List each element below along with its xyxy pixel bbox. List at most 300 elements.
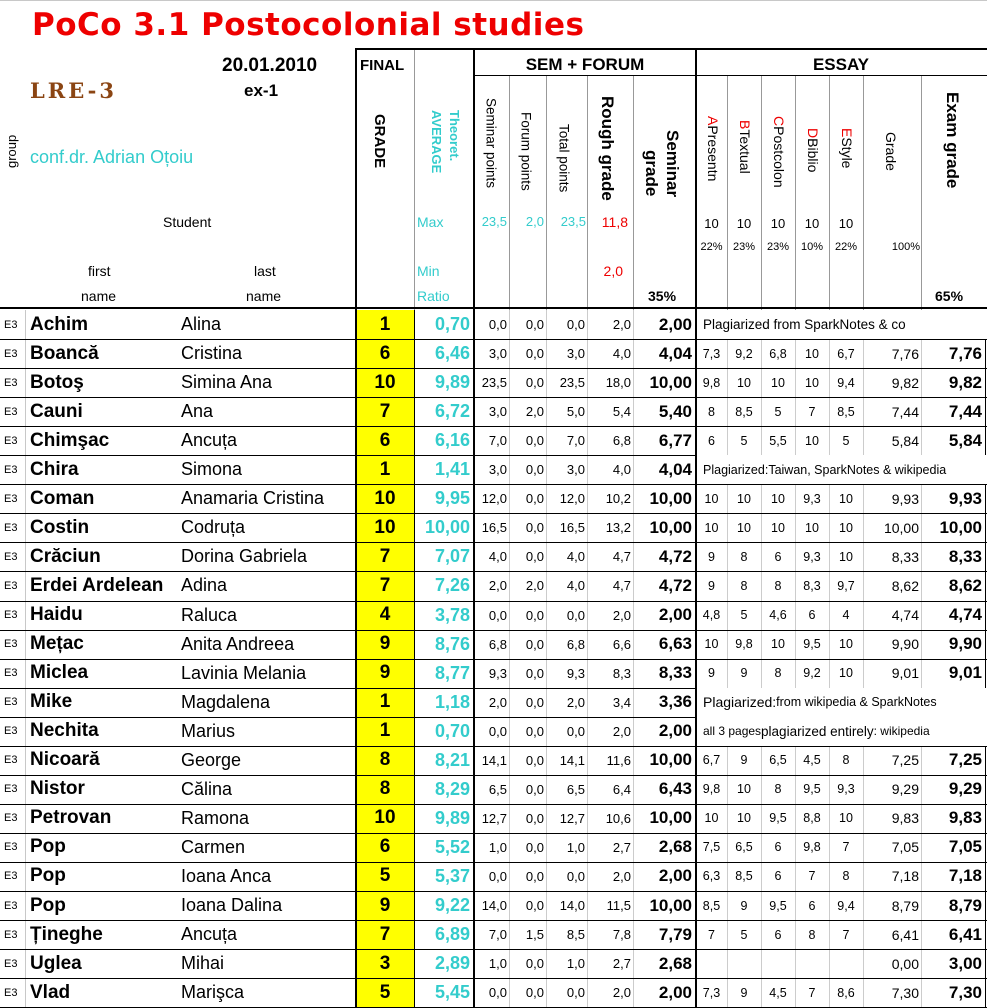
final-grade-cell[interactable]: 8 [379, 749, 391, 771]
theoretical-average-cell[interactable]: 9,22 [434, 895, 470, 915]
final-grade-cell[interactable]: 10 [374, 516, 396, 538]
essay-score-cell[interactable]: 10 [839, 666, 853, 681]
first-name-cell[interactable]: Botoş [30, 371, 84, 393]
essay-score-cell[interactable]: 10 [737, 491, 751, 506]
essay-grade-cell[interactable]: 7,25 [891, 752, 919, 769]
theoretical-average-cell[interactable]: 6,16 [434, 430, 470, 451]
theoretical-average-cell[interactable]: 0,70 [434, 314, 470, 334]
theoretical-average-cell[interactable]: 8,77 [434, 662, 470, 683]
essay-score-cell[interactable]: 10 [737, 520, 751, 535]
essay-grade-cell[interactable]: 8,79 [891, 897, 919, 914]
forum-points-cell[interactable]: 0,0 [525, 810, 544, 826]
theoretical-average-cell[interactable]: 9,89 [434, 372, 470, 393]
rough-grade-cell[interactable]: 3,4 [612, 694, 631, 710]
group-cell[interactable]: E3 [4, 550, 18, 563]
seminar-points-cell[interactable]: 14,1 [481, 752, 507, 768]
forum-points-cell[interactable]: 0,0 [525, 433, 544, 449]
essay-score-cell[interactable] [728, 949, 760, 978]
essay-score-cell[interactable]: 8 [774, 578, 782, 593]
exam-grade-cell[interactable]: 7,76 [948, 343, 982, 363]
first-name-cell[interactable]: Coman [30, 487, 95, 509]
first-name-cell[interactable]: Nicoară [30, 749, 100, 771]
essay-score-cell[interactable]: 10 [805, 346, 819, 361]
total-points-cell[interactable]: 6,5 [566, 781, 585, 797]
essay-grade-cell[interactable]: 7,18 [891, 868, 919, 885]
seminar-points-cell[interactable]: 6,5 [488, 781, 507, 797]
final-grade-cell[interactable]: 9 [379, 662, 391, 684]
essay-grade-cell[interactable]: 7,30 [891, 984, 919, 1001]
first-name-cell[interactable]: Miclea [30, 662, 89, 684]
exam-grade-cell[interactable]: 6,41 [948, 924, 982, 944]
total-points-cell[interactable]: 8,5 [566, 927, 585, 943]
essay-score-cell[interactable]: 9,2 [735, 346, 753, 361]
exam-grade-cell[interactable]: 3,00 [948, 953, 982, 973]
last-name-cell[interactable]: Adina [181, 575, 228, 596]
first-name-cell[interactable]: Nechita [30, 720, 99, 742]
seminar-grade-cell[interactable]: 7,79 [658, 924, 692, 944]
plagiarism-note[interactable] [697, 310, 987, 340]
total-points-cell[interactable]: 1,0 [566, 839, 585, 855]
forum-points-cell[interactable]: 0,0 [525, 665, 544, 681]
first-name-cell[interactable]: Chira [30, 458, 79, 480]
seminar-grade-cell[interactable]: 2,00 [658, 982, 692, 1002]
first-name-cell[interactable]: Nistor [30, 778, 85, 800]
rough-grade-cell[interactable]: 2,0 [612, 317, 631, 332]
group-cell[interactable]: E3 [4, 841, 18, 854]
essay-score-cell[interactable]: 7,5 [702, 840, 721, 855]
first-name-cell[interactable]: Pop [30, 865, 66, 887]
final-grade-cell[interactable]: 5 [379, 981, 391, 1003]
total-points-cell[interactable]: 16,5 [559, 520, 585, 536]
exam-grade-cell[interactable]: 9,29 [948, 779, 982, 799]
seminar-grade-cell[interactable]: 2,00 [658, 866, 692, 886]
essay-score-cell[interactable]: 8,3 [803, 578, 821, 593]
plagiarism-note[interactable] [697, 688, 987, 718]
essay-score-cell[interactable]: 7 [708, 927, 715, 942]
seminar-grade-cell[interactable]: 6,77 [658, 430, 692, 450]
essay-score-cell[interactable]: 9,3 [803, 549, 821, 564]
essay-score-cell[interactable]: 6 [774, 549, 782, 564]
essay-grade-cell[interactable]: 6,41 [891, 926, 919, 943]
essay-score-cell[interactable]: 5 [740, 433, 748, 448]
group-cell[interactable]: E3 [4, 812, 18, 825]
forum-points-cell[interactable]: 1,5 [525, 927, 544, 943]
last-name-cell[interactable]: Ioana Anca [181, 865, 272, 886]
theoretical-average-cell[interactable]: 5,37 [434, 865, 470, 886]
essay-score-cell[interactable]: 10 [737, 375, 751, 390]
total-points-cell[interactable]: 3,0 [566, 462, 585, 478]
rough-grade-cell[interactable]: 11,5 [606, 898, 631, 913]
exam-grade-cell[interactable]: 9,90 [948, 634, 982, 654]
group-cell[interactable]: E3 [4, 579, 18, 592]
forum-points-cell[interactable]: 0,0 [525, 346, 544, 362]
essay-score-cell[interactable]: 5 [740, 927, 748, 942]
group-cell[interactable]: E3 [4, 609, 18, 621]
essay-score-cell[interactable]: 7 [808, 985, 816, 1000]
essay-score-cell[interactable]: 6 [808, 608, 816, 622]
essay-score-cell[interactable]: 6 [774, 927, 782, 942]
forum-points-cell[interactable]: 0,0 [525, 462, 544, 478]
forum-points-cell[interactable]: 0,0 [525, 723, 544, 739]
essay-score-cell[interactable]: 8 [774, 666, 782, 681]
essay-grade-cell[interactable]: 7,44 [891, 403, 919, 420]
rough-grade-cell[interactable]: 6,6 [612, 636, 631, 652]
essay-grade-cell[interactable]: 5,84 [891, 432, 919, 449]
rough-grade-cell[interactable]: 2,0 [612, 607, 631, 623]
rough-grade-cell[interactable]: 4,0 [612, 462, 631, 478]
first-name-cell[interactable]: Uglea [30, 952, 82, 974]
final-grade-cell[interactable]: 5 [379, 865, 391, 887]
seminar-points-cell[interactable]: 3,0 [488, 462, 507, 478]
forum-points-cell[interactable]: 0,0 [525, 781, 544, 797]
essay-score-cell[interactable]: 8 [708, 404, 715, 419]
group-cell[interactable]: E3 [4, 347, 18, 360]
last-name-cell[interactable]: Marius [181, 720, 236, 741]
seminar-points-cell[interactable]: 4,0 [488, 549, 507, 565]
theoretical-average-cell[interactable]: 5,52 [434, 836, 470, 857]
essay-score-cell[interactable]: 9,5 [803, 782, 821, 797]
final-grade-cell[interactable]: 3 [379, 952, 391, 974]
last-name-cell[interactable]: Carmen [181, 836, 246, 857]
essay-score-cell[interactable]: 9,8 [702, 375, 721, 390]
essay-score-cell[interactable]: 9 [740, 753, 748, 768]
theoretical-average-cell[interactable]: 6,72 [434, 401, 470, 422]
essay-score-cell[interactable]: 5 [774, 404, 782, 419]
group-cell[interactable]: E3 [4, 521, 18, 534]
first-name-cell[interactable]: Crăciun [30, 545, 101, 567]
essay-score-cell[interactable]: 10 [704, 637, 719, 652]
first-name-cell[interactable]: Mike [30, 691, 73, 713]
forum-points-cell[interactable]: 0,0 [525, 520, 544, 536]
total-points-cell[interactable]: 4,0 [566, 578, 585, 594]
theoretical-average-cell[interactable]: 8,76 [434, 633, 470, 654]
seminar-points-cell[interactable]: 7,0 [488, 927, 507, 943]
seminar-grade-cell[interactable]: 10,00 [649, 372, 692, 392]
theoretical-average-cell[interactable]: 5,45 [434, 982, 470, 1003]
essay-score-cell[interactable]: 8 [774, 782, 782, 797]
essay-score-cell[interactable]: 9,5 [769, 811, 787, 826]
seminar-grade-cell[interactable]: 6,63 [658, 634, 692, 654]
essay-score-cell[interactable] [696, 949, 727, 978]
final-grade-cell[interactable]: 9 [379, 894, 391, 916]
seminar-points-cell[interactable]: 23,5 [481, 375, 507, 391]
final-grade-cell[interactable]: 6 [379, 429, 391, 451]
essay-score-cell[interactable]: 6 [808, 898, 816, 913]
essay-grade-cell[interactable]: 9,90 [891, 636, 919, 653]
essay-score-cell[interactable]: 9,5 [769, 898, 787, 913]
final-grade-cell[interactable]: 10 [374, 807, 396, 829]
final-grade-cell[interactable]: 10 [374, 487, 396, 509]
final-grade-cell[interactable]: 4 [379, 604, 391, 625]
group-cell[interactable]: E3 [4, 434, 18, 447]
essay-score-cell[interactable]: 9,4 [837, 375, 855, 390]
first-name-cell[interactable]: Erdei Ardelean [30, 574, 164, 596]
exam-grade-cell[interactable]: 8,79 [948, 895, 982, 915]
final-grade-cell[interactable]: 1 [379, 313, 391, 335]
essay-score-cell[interactable]: 7,3 [702, 985, 721, 1000]
forum-points-cell[interactable]: 0,0 [525, 491, 544, 507]
rough-grade-cell[interactable]: 10,2 [605, 491, 631, 507]
essay-score-cell[interactable]: 6 [708, 433, 715, 448]
exam-grade-cell[interactable]: 9,83 [948, 808, 982, 828]
seminar-grade-cell[interactable]: 2,00 [658, 314, 692, 334]
seminar-grade-cell[interactable]: 8,33 [658, 663, 692, 683]
exam-grade-cell[interactable]: 5,84 [948, 430, 982, 450]
final-grade-cell[interactable]: 1 [379, 458, 391, 480]
total-points-cell[interactable]: 12,0 [559, 491, 585, 507]
first-name-cell[interactable]: Țineghe [30, 923, 103, 945]
essay-score-cell[interactable]: 9 [740, 898, 748, 913]
exam-grade-cell[interactable]: 8,62 [948, 575, 982, 595]
essay-score-cell[interactable]: 9 [740, 985, 748, 1000]
first-name-cell[interactable]: Costin [30, 516, 90, 538]
final-grade-cell[interactable]: 7 [379, 574, 391, 596]
group-cell[interactable]: E3 [4, 492, 18, 505]
group-cell[interactable]: E3 [4, 783, 18, 796]
essay-score-cell[interactable]: 7,3 [702, 346, 721, 361]
seminar-points-cell[interactable]: 3,0 [488, 346, 507, 362]
essay-score-cell[interactable]: 6 [774, 869, 782, 884]
essay-score-cell[interactable] [762, 949, 794, 978]
essay-score-cell[interactable]: 10 [737, 811, 751, 826]
rough-grade-cell[interactable]: 2,0 [612, 985, 631, 1001]
forum-points-cell[interactable]: 0,0 [525, 985, 544, 1001]
seminar-points-cell[interactable]: 3,0 [488, 404, 507, 420]
essay-score-cell[interactable]: 9 [708, 666, 715, 681]
group-cell[interactable]: E3 [4, 928, 18, 941]
essay-score-cell[interactable]: 4,8 [702, 608, 721, 622]
total-points-cell[interactable]: 5,0 [566, 404, 585, 420]
rough-grade-cell[interactable]: 4,7 [612, 549, 631, 565]
theoretical-average-cell[interactable]: 7,07 [434, 546, 470, 567]
essay-score-cell[interactable]: 4,5 [769, 985, 787, 1000]
theoretical-average-cell[interactable]: 7,26 [434, 575, 470, 596]
seminar-points-cell[interactable]: 2,0 [488, 578, 507, 594]
essay-score-cell[interactable]: 8,5 [735, 404, 753, 419]
rough-grade-cell[interactable]: 6,4 [612, 781, 631, 797]
essay-score-cell[interactable]: 10 [771, 520, 785, 535]
group-cell[interactable]: E3 [4, 318, 18, 331]
forum-points-cell[interactable]: 0,0 [525, 317, 544, 332]
total-points-cell[interactable]: 0,0 [566, 723, 585, 739]
group-cell[interactable]: E3 [4, 667, 18, 680]
seminar-grade-cell[interactable]: 10,00 [649, 808, 692, 828]
essay-score-cell[interactable] [796, 949, 828, 978]
essay-grade-cell[interactable]: 9,82 [891, 374, 919, 391]
first-name-cell[interactable]: Chimşac [30, 429, 110, 451]
theoretical-average-cell[interactable]: 8,21 [434, 749, 470, 770]
seminar-points-cell[interactable]: 6,8 [488, 636, 507, 652]
group-cell[interactable]: E3 [4, 405, 18, 418]
final-grade-cell[interactable]: 6 [379, 836, 391, 858]
seminar-grade-cell[interactable]: 10,00 [649, 750, 692, 770]
essay-score-cell[interactable]: 6,3 [702, 869, 721, 884]
seminar-grade-cell[interactable]: 4,72 [658, 546, 692, 566]
essay-grade-cell[interactable]: 7,76 [891, 345, 919, 362]
seminar-grade-cell[interactable]: 3,36 [658, 692, 692, 712]
total-points-cell[interactable]: 14,0 [559, 898, 585, 913]
forum-points-cell[interactable]: 0,0 [525, 607, 544, 623]
theoretical-average-cell[interactable]: 1,18 [434, 691, 470, 712]
total-points-cell[interactable]: 0,0 [566, 985, 585, 1001]
essay-score-cell[interactable]: 10 [737, 782, 751, 797]
forum-points-cell[interactable]: 0,0 [525, 898, 544, 913]
essay-grade-cell[interactable]: 0,00 [891, 955, 919, 972]
seminar-grade-cell[interactable]: 2,68 [658, 953, 692, 973]
essay-score-cell[interactable]: 10 [805, 520, 819, 535]
essay-score-cell[interactable]: 10 [839, 811, 853, 826]
forum-points-cell[interactable]: 0,0 [525, 694, 544, 710]
seminar-grade-cell[interactable]: 6,43 [658, 779, 692, 799]
group-cell[interactable]: E3 [4, 754, 18, 767]
total-points-cell[interactable]: 1,0 [566, 956, 585, 972]
seminar-points-cell[interactable]: 14,0 [481, 898, 507, 913]
seminar-grade-cell[interactable]: 10,00 [649, 517, 692, 537]
essay-score-cell[interactable]: 9 [708, 578, 715, 593]
essay-score-cell[interactable]: 9,8 [735, 637, 753, 652]
rough-grade-cell[interactable]: 8,3 [612, 665, 631, 681]
exam-grade-cell[interactable]: 4,74 [948, 605, 982, 624]
seminar-grade-cell[interactable]: 4,04 [658, 459, 692, 479]
theoretical-average-cell[interactable]: 1,41 [434, 459, 470, 480]
total-points-cell[interactable]: 4,0 [566, 549, 585, 565]
rough-grade-cell[interactable]: 2,0 [612, 868, 631, 884]
essay-score-cell[interactable]: 9,8 [803, 840, 821, 855]
first-name-cell[interactable]: Achim [30, 313, 89, 335]
last-name-cell[interactable]: Magdalena [181, 691, 271, 712]
seminar-points-cell[interactable]: 7,0 [488, 433, 507, 449]
last-name-cell[interactable]: Anamaria Cristina [181, 488, 325, 509]
rough-grade-cell[interactable]: 18,0 [605, 375, 631, 391]
total-points-cell[interactable]: 12,7 [559, 810, 585, 826]
total-points-cell[interactable]: 23,5 [559, 375, 585, 391]
essay-score-cell[interactable]: 8 [842, 869, 850, 884]
rough-grade-cell[interactable]: 4,7 [612, 578, 631, 594]
essay-score-cell[interactable]: 10 [839, 520, 853, 535]
group-cell[interactable]: E3 [4, 899, 18, 912]
seminar-points-cell[interactable]: 0,0 [488, 317, 507, 332]
forum-points-cell[interactable]: 2,0 [525, 404, 544, 420]
seminar-points-cell[interactable]: 0,0 [488, 868, 507, 884]
rough-grade-cell[interactable]: 2,7 [612, 956, 631, 972]
theoretical-average-cell[interactable]: 0,70 [434, 720, 470, 741]
essay-score-cell[interactable]: 5 [842, 433, 850, 448]
essay-score-cell[interactable]: 6,8 [769, 346, 787, 361]
essay-score-cell[interactable]: 8,5 [702, 898, 721, 913]
last-name-cell[interactable]: Simina Ana [181, 372, 273, 393]
first-name-cell[interactable]: Cauni [30, 400, 83, 422]
final-grade-cell[interactable]: 10 [374, 371, 396, 393]
essay-score-cell[interactable]: 10 [839, 491, 853, 506]
seminar-points-cell[interactable]: 0,0 [488, 985, 507, 1001]
last-name-cell[interactable]: Dorina Gabriela [181, 546, 308, 567]
essay-score-cell[interactable]: 8 [740, 578, 748, 593]
last-name-cell[interactable]: Ramona [181, 807, 250, 828]
essay-score-cell[interactable]: 9,2 [803, 666, 821, 681]
seminar-points-cell[interactable]: 0,0 [488, 723, 507, 739]
essay-score-cell[interactable]: 9,7 [837, 578, 855, 593]
final-grade-cell[interactable]: 1 [379, 720, 391, 742]
essay-score-cell[interactable]: 4,6 [769, 608, 787, 622]
essay-score-cell[interactable]: 5 [740, 608, 748, 622]
rough-grade-cell[interactable]: 5,4 [612, 404, 631, 420]
seminar-grade-cell[interactable]: 5,40 [658, 401, 692, 421]
essay-score-cell[interactable]: 10 [771, 491, 785, 506]
essay-score-cell[interactable]: 8 [740, 549, 748, 564]
essay-score-cell[interactable] [830, 949, 862, 978]
final-grade-cell[interactable]: 8 [379, 778, 391, 800]
seminar-points-cell[interactable]: 12,0 [481, 491, 507, 507]
exam-grade-cell[interactable]: 7,30 [948, 982, 982, 1002]
essay-grade-cell[interactable]: 8,33 [891, 548, 919, 565]
essay-score-cell[interactable]: 10 [704, 491, 719, 506]
exam-grade-cell[interactable]: 7,18 [948, 866, 982, 886]
final-grade-cell[interactable]: 9 [379, 633, 391, 655]
essay-score-cell[interactable]: 10 [771, 375, 785, 390]
group-cell[interactable]: E3 [4, 986, 18, 999]
first-name-cell[interactable]: Pop [30, 836, 66, 858]
total-points-cell[interactable]: 2,0 [566, 694, 585, 710]
forum-points-cell[interactable]: 0,0 [525, 636, 544, 652]
seminar-grade-cell[interactable]: 2,68 [658, 837, 692, 857]
rough-grade-cell[interactable]: 11,6 [606, 752, 631, 768]
exam-grade-cell[interactable]: 10,00 [939, 517, 982, 537]
first-name-cell[interactable]: Pop [30, 894, 66, 916]
forum-points-cell[interactable]: 0,0 [525, 868, 544, 884]
theoretical-average-cell[interactable]: 9,89 [434, 807, 470, 828]
first-name-cell[interactable]: Mețac [30, 633, 84, 655]
seminar-grade-cell[interactable]: 10,00 [649, 488, 692, 508]
essay-grade-cell[interactable]: 9,83 [891, 810, 919, 827]
last-name-cell[interactable]: Cristina [181, 343, 243, 364]
seminar-points-cell[interactable]: 12,7 [481, 810, 507, 826]
group-cell[interactable]: E3 [4, 725, 18, 738]
group-cell[interactable]: E3 [4, 957, 18, 970]
group-cell[interactable]: E3 [4, 696, 18, 709]
forum-points-cell[interactable]: 0,0 [525, 375, 544, 391]
essay-score-cell[interactable]: 9 [708, 549, 715, 564]
last-name-cell[interactable]: George [181, 749, 242, 770]
rough-grade-cell[interactable]: 6,8 [612, 433, 631, 449]
seminar-grade-cell[interactable]: 4,04 [658, 343, 692, 363]
forum-points-cell[interactable]: 0,0 [525, 839, 544, 855]
group-cell[interactable]: E3 [4, 638, 18, 651]
essay-score-cell[interactable]: 10 [839, 637, 853, 652]
essay-score-cell[interactable]: 4,5 [803, 753, 821, 768]
last-name-cell[interactable]: Ancuța [181, 430, 238, 451]
first-name-cell[interactable]: Vlad [30, 981, 71, 1003]
last-name-cell[interactable]: Anita Andreea [181, 633, 295, 654]
final-grade-cell[interactable]: 6 [379, 342, 391, 364]
exam-grade-cell[interactable]: 9,93 [948, 488, 982, 508]
theoretical-average-cell[interactable]: 6,46 [434, 343, 470, 364]
essay-score-cell[interactable]: 9,4 [837, 898, 855, 913]
essay-score-cell[interactable]: 6,7 [837, 346, 855, 361]
seminar-points-cell[interactable]: 1,0 [488, 839, 507, 855]
group-cell[interactable]: E3 [4, 463, 18, 476]
essay-score-cell[interactable]: 6,7 [702, 753, 721, 768]
theoretical-average-cell[interactable]: 2,89 [434, 953, 470, 974]
essay-score-cell[interactable]: 7 [808, 404, 816, 419]
essay-score-cell[interactable]: 9,8 [702, 782, 721, 797]
total-points-cell[interactable]: 7,0 [566, 433, 585, 449]
essay-grade-cell[interactable]: 9,01 [891, 665, 919, 682]
theoretical-average-cell[interactable]: 8,29 [434, 778, 470, 799]
final-grade-cell[interactable]: 7 [379, 923, 391, 945]
rough-grade-cell[interactable]: 13,2 [605, 520, 631, 536]
total-points-cell[interactable]: 14,1 [559, 752, 585, 768]
forum-points-cell[interactable]: 0,0 [525, 956, 544, 972]
